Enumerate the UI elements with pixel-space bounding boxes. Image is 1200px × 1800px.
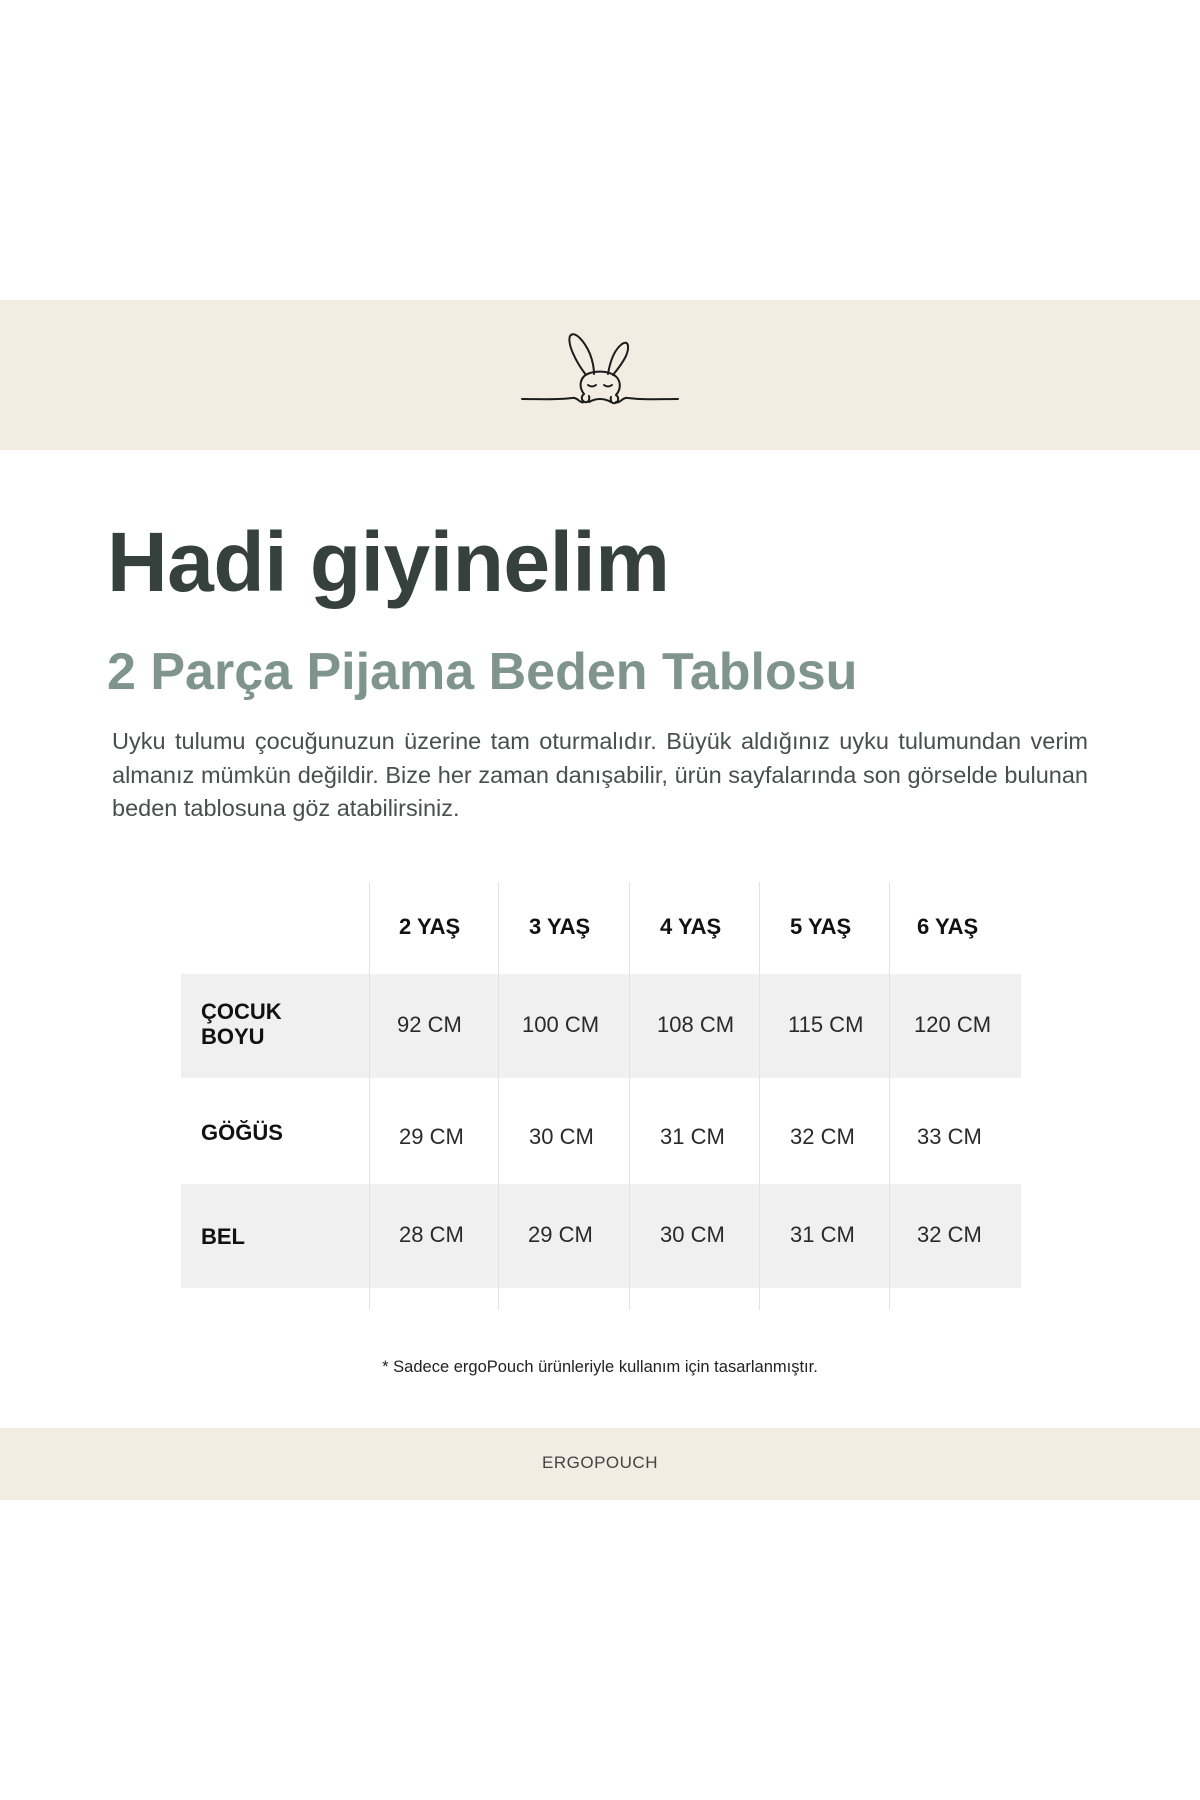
row-label-line: BOYU: [201, 1024, 265, 1049]
table-cell: 29 CM: [399, 1124, 464, 1149]
table-cell: 108 CM: [657, 1012, 735, 1037]
column-divider: [498, 882, 499, 1310]
table-cell: 32 CM: [790, 1124, 855, 1149]
table-cell: 120 CM: [914, 1012, 992, 1037]
sleeping-bunny-logo-icon: [518, 328, 682, 424]
column-header: 6 YAŞ: [917, 914, 979, 939]
table-cell: 100 CM: [522, 1012, 600, 1037]
column-divider: [369, 882, 370, 1310]
page-title: Hadi giyinelim: [107, 515, 670, 609]
column-header: 4 YAŞ: [660, 914, 722, 939]
row-label-line: ÇOCUK: [201, 999, 282, 1024]
column-header: 3 YAŞ: [529, 914, 591, 939]
table-cell: 30 CM: [660, 1222, 725, 1247]
table-cell: 31 CM: [660, 1124, 725, 1149]
column-divider: [889, 882, 890, 1310]
column-divider: [629, 882, 630, 1310]
row-label: [201, 999, 361, 1049]
table-cell: 30 CM: [529, 1124, 594, 1149]
table-cell: 31 CM: [790, 1222, 855, 1247]
row-label: BEL: [201, 1224, 245, 1249]
row-label: GÖĞÜS: [201, 1120, 283, 1145]
page-subtitle: 2 Parça Pijama Beden Tablosu: [107, 643, 858, 701]
size-table: [181, 882, 1021, 1310]
table-cell: 32 CM: [917, 1222, 982, 1247]
table-cell: 92 CM: [397, 1012, 462, 1037]
column-header: 2 YAŞ: [399, 914, 461, 939]
column-header: 5 YAŞ: [790, 914, 852, 939]
table-cell: 28 CM: [399, 1222, 464, 1247]
column-divider: [759, 882, 760, 1310]
table-cell: 33 CM: [917, 1124, 982, 1149]
footnote: * Sadece ergoPouch ürünleriyle kullanım için tasarlanmıştır.: [382, 1358, 818, 1376]
intro-paragraph: Uyku tulumu çocuğunuzun üzerine tam oturmalıdır. Büyük aldığınız uyku tulumundan verim almanız mümkün değildir. Bize her zaman danışabilir, ürün sayfalarında son görselde bulunan beden tablosuna göz atabilirsiniz.: [112, 728, 1088, 821]
footer-brand: ERGOPOUCH: [542, 1453, 658, 1472]
table-cell: 29 CM: [528, 1222, 593, 1247]
table-cell: 115 CM: [788, 1012, 864, 1037]
